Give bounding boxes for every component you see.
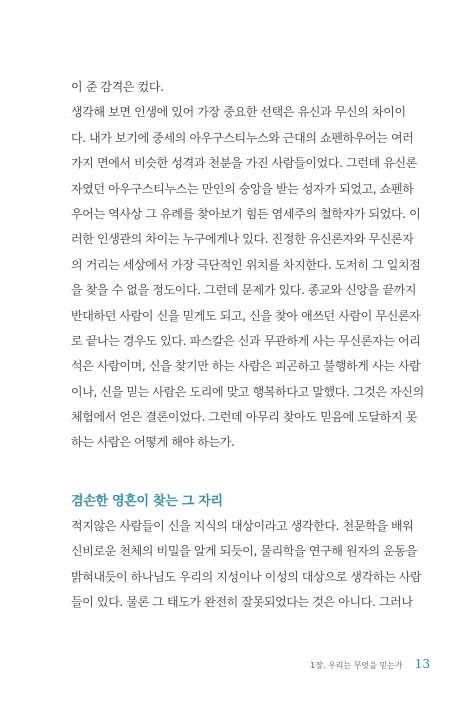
body-paragraphs-bottom: [71, 514, 422, 616]
text-line: 생각해 보면 인생에 있어 가장 중요한 선택은 유신과 무신의 차이이: [71, 105, 406, 120]
chapter-title: 1장. 우리는 무엇을 믿는가: [310, 661, 403, 670]
text-line: 신비로운 천체의 비밀을 알게 되듯이, 물리학을 연구해 원자의 운동을: [71, 544, 417, 559]
text-line: 을 찾을 수 없을 정도이다. 그런데 문제가 있다. 종교와 신앙을 끝까지: [71, 283, 417, 298]
text-line: 밝혀내듯이 하나님도 우리의 지성이나 이성의 대상으로 생각하는 사람: [71, 569, 422, 584]
text-line: 하는 사람은 어떻게 해야 하는가.: [71, 435, 235, 450]
body-paragraphs-top: [71, 75, 424, 456]
text-line: 석은 사람이며, 신을 찾기만 하는 사람은 피곤하고 불행하게 사는 사람: [71, 359, 421, 374]
page-number: 13: [414, 657, 430, 671]
text-line: 자였던 아우구스티누스는 만인의 숭앙을 받는 성자가 되었고, 쇼펜하: [71, 181, 414, 196]
section-heading: 겸손한 영혼이 찾는 그 자리: [71, 494, 223, 509]
text-line: 우어는 역사상 그 유례를 찾아보기 힘든 염세주의 철학자가 되었다. 이: [71, 206, 421, 221]
text-line: 들이 있다. 물론 그 태도가 완전히 잘못되었다는 것은 아니다. 그러나: [71, 595, 413, 610]
text-line: 가지 면에서 비슷한 성격과 천분을 가진 사람들이었다. 그런데 유신론: [71, 156, 417, 171]
text-line: 체험에서 얻은 결론이었다. 그런데 아무리 찾아도 믿음에 도달하지 못: [71, 410, 417, 425]
page-footer: [310, 657, 430, 671]
text-line: 다. 내가 보기에 중세의 아우구스티누스와 근대의 쇼펜하우어는 여러: [71, 130, 414, 145]
text-line: 반대하던 사람이 신을 믿게도 되고, 신을 찾아 애쓰던 사람이 무신론자: [71, 308, 421, 323]
text-line: 이 준 감격은 컸다.: [71, 80, 164, 94]
text-line: 로 끝나는 경우도 있다. 파스칼은 신과 무관하게 사는 무신론자는 어리: [71, 333, 421, 348]
text-line: 이나, 신을 믿는 사람은 도리에 맞고 행복하다고 말했다. 그것은 자신의: [71, 384, 424, 399]
text-line: 러한 인생관의 차이는 누구에게나 있다. 진정한 유신론자와 무신론자: [71, 232, 414, 247]
text-line: 적지않은 사람들이 신을 지식의 대상이라고 생각한다. 천문학을 배워: [71, 519, 414, 533]
text-line: 의 거리는 세상에서 가장 극단적인 위치를 차지한다. 도저히 그 일치점: [71, 257, 421, 272]
